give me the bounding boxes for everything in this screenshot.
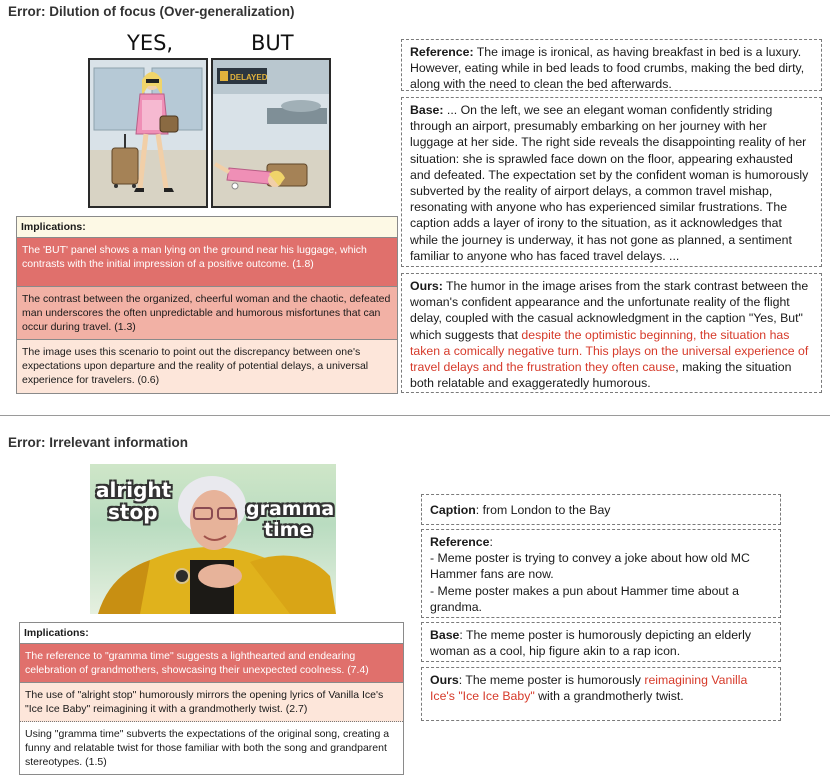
base-text: : The meme poster is humorously depicting an elderly woman as a cool, hip figure akin to a rap icon. xyxy=(430,628,752,659)
ours-text-end: , making the situation both relatable and exaggeratedly humorous. xyxy=(410,360,792,391)
base-label: Base: xyxy=(410,103,444,117)
implication-row: The use of "alright stop" humorously mirrors the opening lyrics of Vanilla Ice's "Ice Ice Baby" reimagining it with a grandmotherly twist. (2.7) xyxy=(20,683,403,722)
meme-image xyxy=(90,464,336,614)
meme-text-alright: alright xyxy=(96,478,172,502)
ours-box-top xyxy=(401,273,822,393)
ours-box-bottom xyxy=(421,667,781,721)
ours-highlight: despite the optimistic beginning, the situation has taken a comically negative turn. This plays on the universal experience of travel delays and the frustration they often cause xyxy=(410,327,809,375)
delayed-sign: DELAYED xyxy=(230,73,268,82)
reference-colon: : xyxy=(489,535,493,549)
implication-row: Using "gramma time" subverts the expectations of the original song, creating a funny and relatable twist for those familiar with both the song and grandparent stereotypes. (1.5) xyxy=(20,722,403,774)
ours-highlight: reimagining Vanilla Ice's "Ice Ice Baby" xyxy=(430,673,748,704)
caption-label: Caption xyxy=(430,503,476,517)
caption-box xyxy=(421,494,781,525)
implication-row: The contrast between the organized, cheerful woman and the chaotic, defeated man underscores the often unpredictable and humorous misfortunes that can occur during travel. (1.3) xyxy=(17,287,397,340)
implications-table-bottom xyxy=(19,622,404,775)
woman-lying-illustration xyxy=(213,60,329,206)
meme-text-stop: stop xyxy=(108,500,158,524)
reference-label: Reference xyxy=(430,535,490,549)
section-title-top: Error: Dilution of focus (Over-generalization) xyxy=(8,4,295,19)
woman-walking-illustration xyxy=(90,60,206,206)
comic-panel-yes xyxy=(88,58,208,208)
implication-row: The reference to "gramma time" suggests a lighthearted and endearing celebration of grandmothers, showcasing their unexpected coolness. (7.4) xyxy=(20,644,403,683)
implications-table-top xyxy=(16,216,398,394)
comic-panel-but xyxy=(211,58,331,208)
section-divider xyxy=(0,415,830,416)
ours-text: The humor in the image arises from the stark contrast between the woman's confident appearance and the unfortunate reality of the flight delay, coupled with the casual acknowledgment in the caption "Yes, But" which suggests that xyxy=(410,279,809,342)
implications-header: Implications: xyxy=(17,217,397,238)
reference-box-top xyxy=(401,39,822,91)
base-label: Base xyxy=(430,628,460,642)
reference-line: - Meme poster is trying to convey a joke about how old MC Hammer fans are now. xyxy=(430,551,750,582)
section-title-bottom: Error: Irrelevant information xyxy=(8,435,189,450)
reference-line: - Meme poster makes a pun about Hammer time about a grandma. xyxy=(430,583,739,614)
ours-label: Ours: xyxy=(410,279,443,293)
reference-label: Reference: xyxy=(410,45,474,59)
ours-text-end: with a grandmotherly twist. xyxy=(534,689,684,704)
reference-text: The image is ironical, as having breakfast in bed is a luxury. However, eating while in bed leads to food crumbs, making the bed dirty, along with the need to clean the bed afterwards. xyxy=(410,45,805,92)
implications-header: Implications: xyxy=(20,623,403,644)
meme-text-time: time xyxy=(264,519,313,541)
base-box-bottom xyxy=(421,622,781,662)
implication-row: The 'BUT' panel shows a man lying on the ground near his luggage, which contrasts with the initial impression of a positive outcome. (1.8) xyxy=(17,238,397,287)
ours-text: : The meme poster is humorously xyxy=(458,673,645,687)
base-text: ... On the left, we see an elegant woman confidently striding through an airport, presumably embarking on her journey with her luggage at her side. The right side reveals the disappointing reality of her situation: she is sprawled face down on the floor, appearing exhausted and defeated. The expectation set by the confident woman is humorously subverted by the reality of airport delays, a common travel mishap, resonating with anyone who has experienced similar frustrations. The caption adds a layer of irony to the situation, as it acknowledges that while the journey is underway, it has not gone as planned, a sentiment familiar to anyone who has faced travel delays. ... xyxy=(410,103,809,263)
caption-text: : from London to the Bay xyxy=(475,503,611,517)
ours-label: Ours xyxy=(430,673,459,687)
implication-row: The image uses this scenario to point out the discrepancy between one's expectations upon departure and the reality of potential delays, a universal experience for travelers. (0.6) xyxy=(17,340,397,393)
but-label: BUT xyxy=(251,31,294,55)
yes-label: YES, xyxy=(127,31,174,55)
reference-box-bottom xyxy=(421,529,781,618)
meme-text-gramma: gramma xyxy=(246,498,335,520)
base-box-top xyxy=(401,97,822,267)
